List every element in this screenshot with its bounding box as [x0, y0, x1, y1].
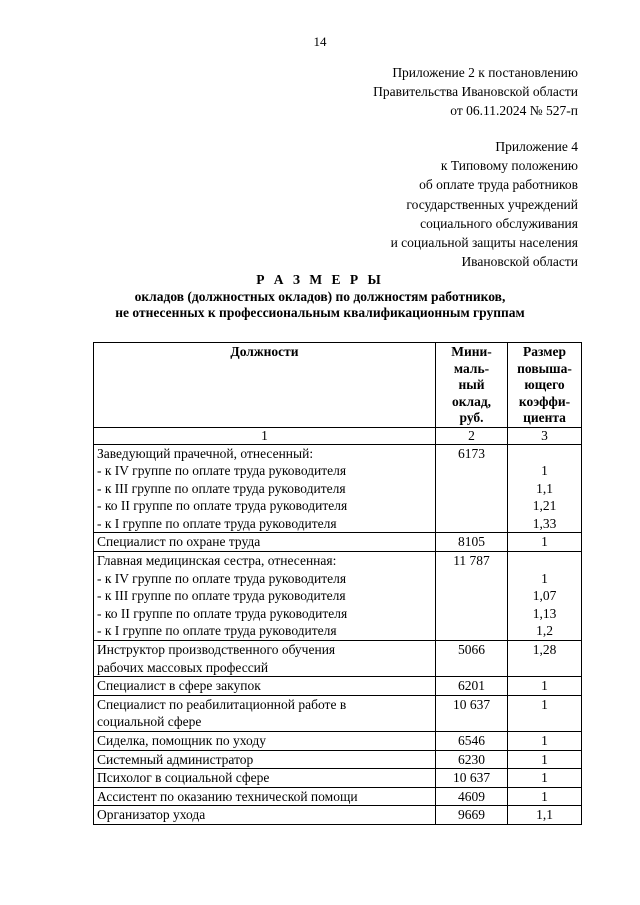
position-cell: Ассистент по оказанию технической помощи — [94, 787, 436, 806]
header-position: Должности — [94, 343, 436, 428]
salary-cell: 6201 — [436, 677, 508, 696]
table-row — [94, 677, 582, 696]
appendix-sub-line: социального обслуживания — [420, 215, 578, 231]
salary-table — [93, 342, 582, 825]
appendix-sub-line: к Типовому положению — [440, 158, 578, 174]
coef-cell: 1,1 — [508, 806, 582, 825]
page-number: 14 — [313, 34, 327, 49]
column-index: 3 — [508, 427, 582, 444]
appendix-sub-block — [391, 137, 578, 271]
coef-cell: 1,28 — [508, 641, 582, 677]
header-salary: Мини- маль- ный оклад, руб. — [436, 343, 508, 428]
position-cell: Психолог в социальной сфере — [94, 769, 436, 788]
coef-cell: 1 — [508, 533, 582, 552]
table-row — [94, 806, 582, 825]
position-cell: Специалист по охране труда — [94, 533, 436, 552]
salary-cell: 5066 — [436, 641, 508, 677]
table-row — [94, 750, 582, 769]
column-index: 1 — [94, 427, 436, 444]
coef-cell: 1 1,1 1,21 1,33 — [508, 444, 582, 533]
coef-cell: 1 — [508, 787, 582, 806]
table-row — [94, 732, 582, 751]
title-main: Р А З М Е Р Ы — [256, 272, 384, 287]
coef-cell: 1 — [508, 732, 582, 751]
table-row — [94, 533, 582, 552]
table-row — [94, 769, 582, 788]
table-row — [94, 552, 582, 641]
salary-cell: 6546 — [436, 732, 508, 751]
salary-cell: 10 637 — [436, 769, 508, 788]
salary-cell: 8105 — [436, 533, 508, 552]
coef-cell: 1 — [508, 750, 582, 769]
salary-cell: 4609 — [436, 787, 508, 806]
appendix-sub-line: и социальной защиты населения — [390, 235, 578, 251]
salary-cell: 10 637 — [436, 695, 508, 731]
coef-cell: 1 — [508, 677, 582, 696]
position-cell: Заведующий прачечной, отнесенный: - к IV группе по оплате труда руководителя - к III группе по оплате труда руководителя - ко II группе по оплате труда руководителя - к I группе по оплате труда руководителя — [94, 444, 436, 533]
position-cell: Специалист в сфере закупок — [94, 677, 436, 696]
document-title — [0, 272, 640, 322]
appendix-sub-line: об оплате труда работников — [419, 177, 578, 193]
position-cell: Сиделка, помощник по уходу — [94, 732, 436, 751]
appendix-main-line: от 06.11.2024 № 527-п — [450, 103, 578, 119]
appendix-main-block — [373, 63, 578, 121]
title-line: не отнесенных к профессиональным квалификационным группам — [115, 305, 525, 320]
salary-cell: 6230 — [436, 750, 508, 769]
appendix-sub-line: Приложение 4 — [495, 139, 578, 154]
appendix-sub-line: Ивановской области — [461, 254, 578, 270]
salary-cell: 9669 — [436, 806, 508, 825]
title-line: окладов (должностных окладов) по должностям работников, — [134, 288, 506, 304]
position-cell: Организатор ухода — [94, 806, 436, 825]
column-index-row — [94, 427, 582, 444]
position-cell: Системный администратор — [94, 750, 436, 769]
position-cell: Главная медицинская сестра, отнесенная: - к IV группе по оплате труда руководителя - к III группе по оплате труда руководителя - ко II группе по оплате труда руководителя - к I группе по оплате труда руководителя — [94, 552, 436, 641]
table-row — [94, 641, 582, 677]
column-index: 2 — [436, 427, 508, 444]
salary-cell: 6173 — [436, 444, 508, 533]
table-row — [94, 695, 582, 731]
table-row — [94, 444, 582, 533]
table-row — [94, 787, 582, 806]
position-cell: Специалист по реабилитационной работе в социальной сфере — [94, 695, 436, 731]
coef-cell: 1 1,07 1,13 1,2 — [508, 552, 582, 641]
table-header-row — [94, 343, 582, 428]
salary-cell: 11 787 — [436, 552, 508, 641]
coef-cell: 1 — [508, 695, 582, 731]
appendix-main-line: Правительства Ивановской области — [373, 84, 578, 100]
appendix-main-line: Приложение 2 к постановлению — [392, 65, 578, 80]
header-coef: Размер повыша- ющего коэффи- циента — [508, 343, 582, 428]
position-cell: Инструктор производственного обучения рабочих массовых профессий — [94, 641, 436, 677]
appendix-sub-line: государственных учреждений — [406, 196, 578, 212]
coef-cell: 1 — [508, 769, 582, 788]
